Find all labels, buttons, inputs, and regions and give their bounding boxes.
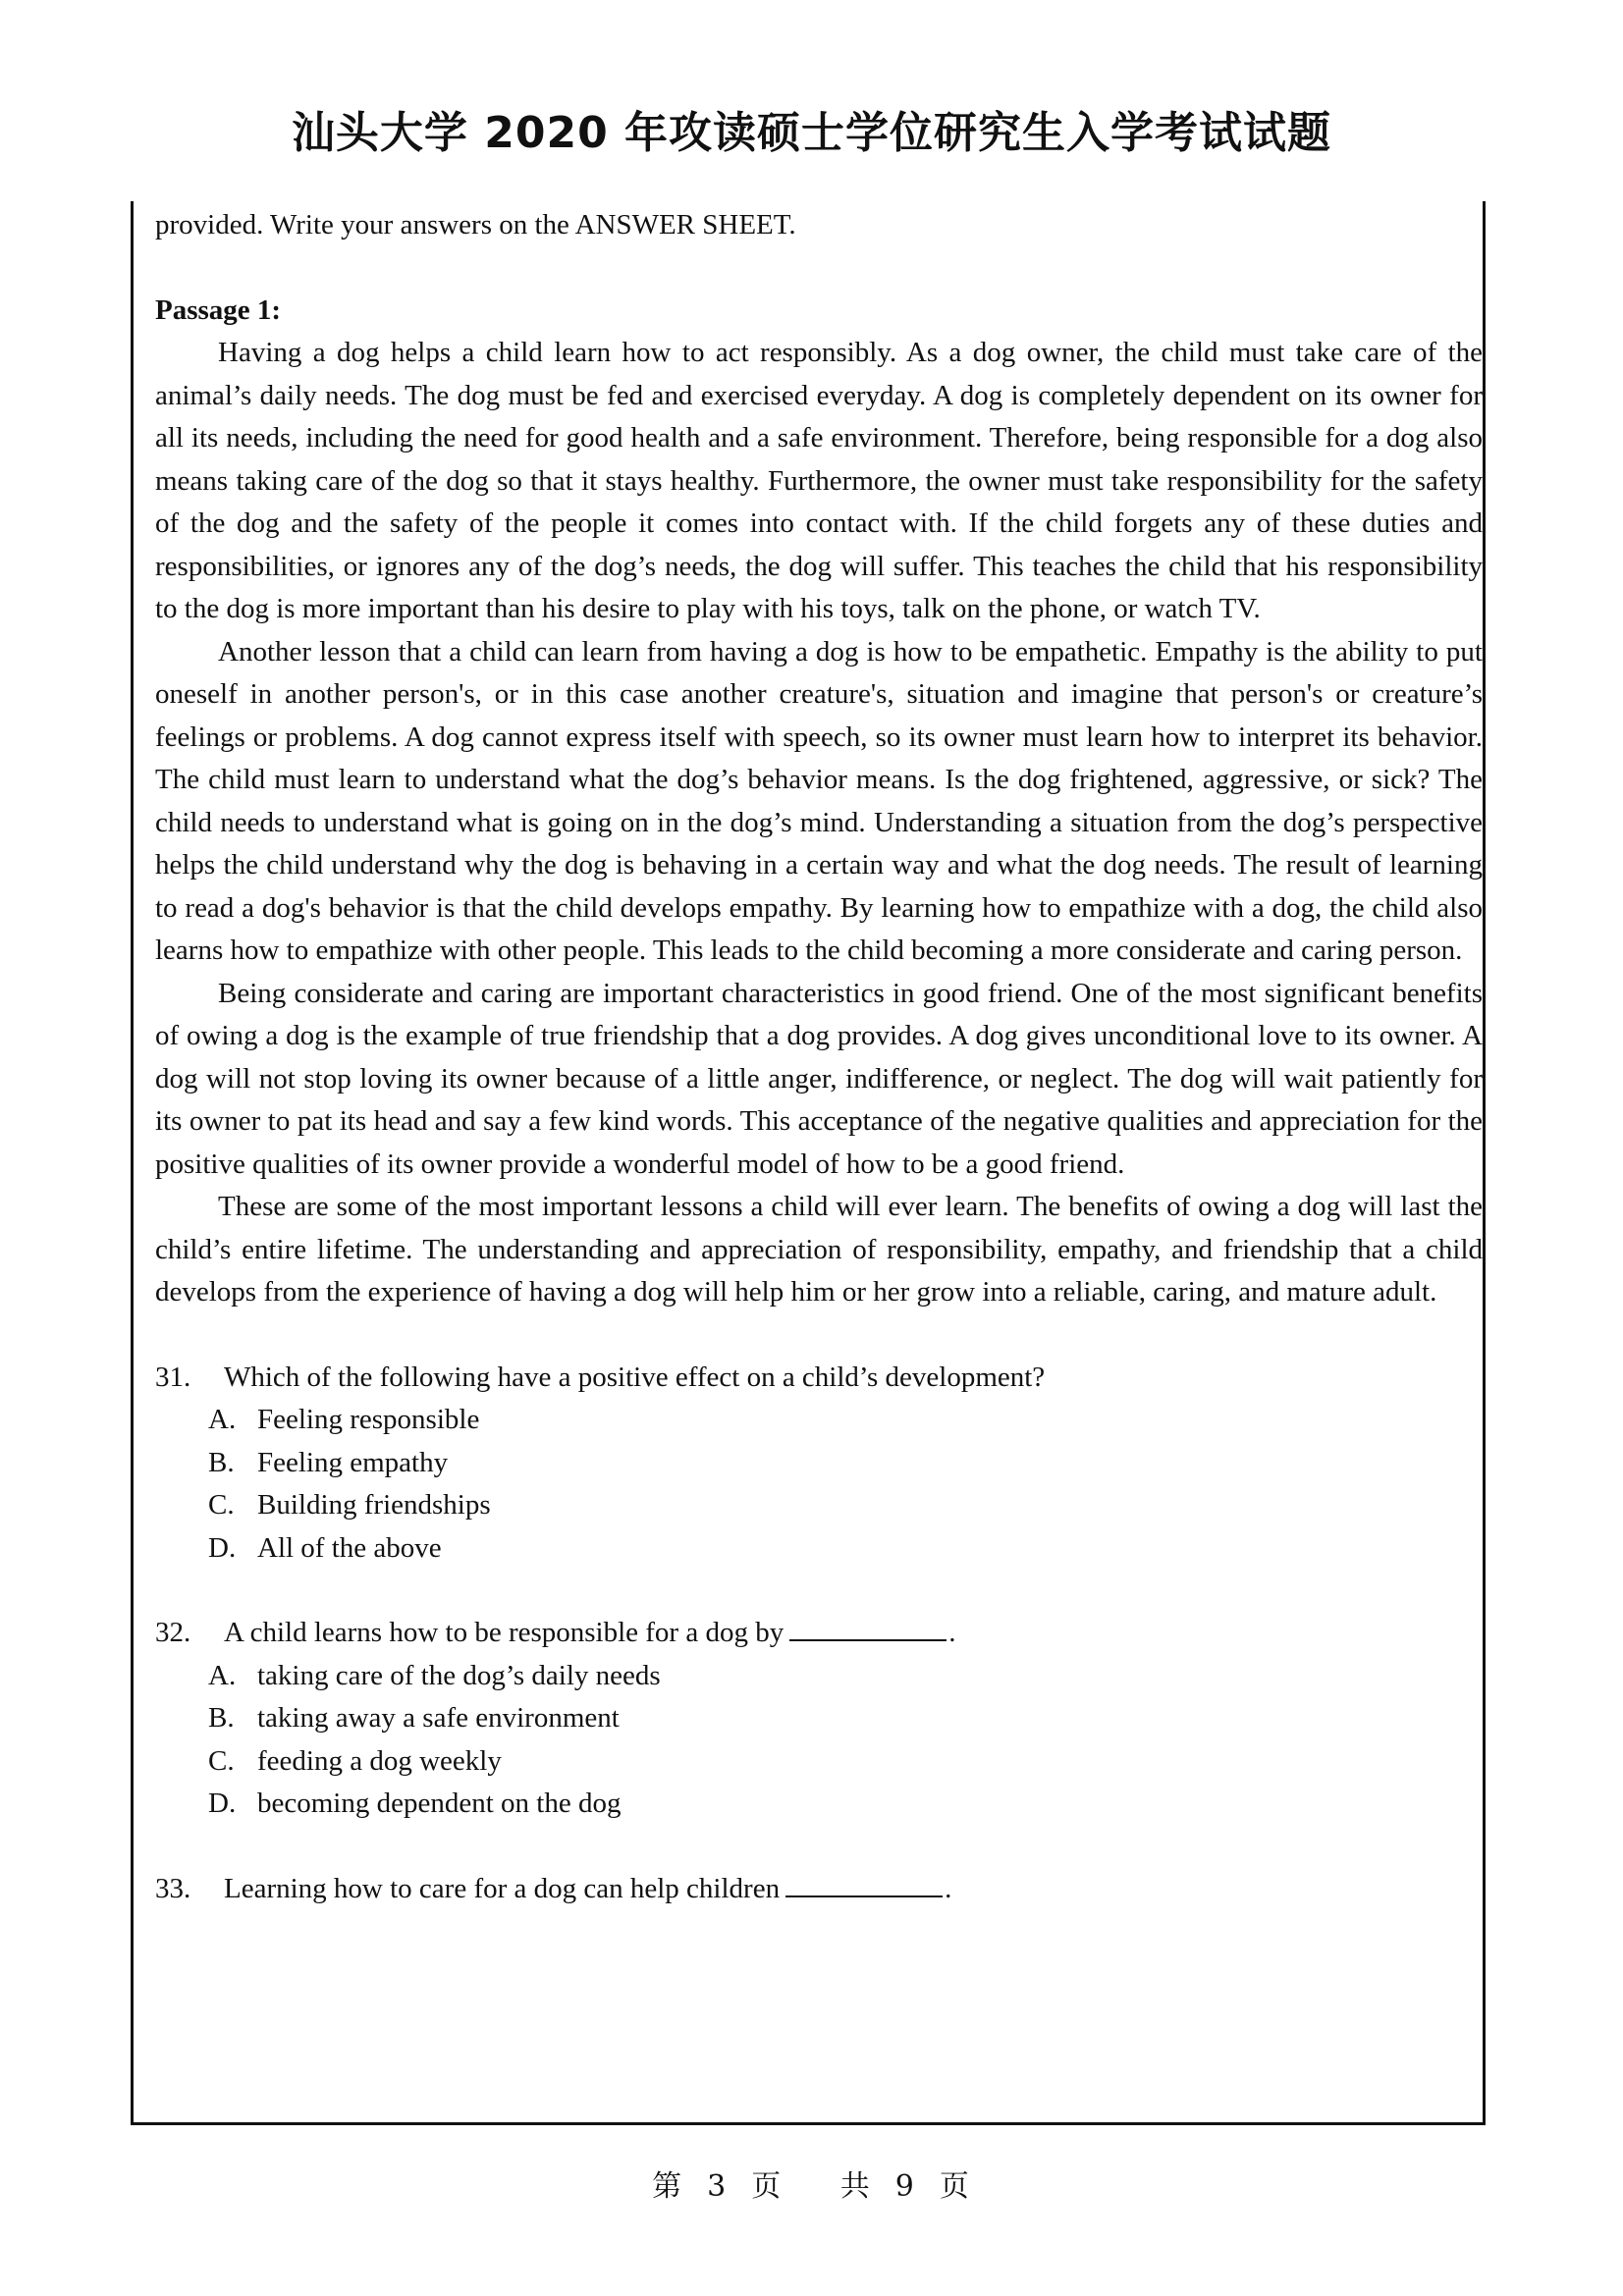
option-text: Feeling empathy: [257, 1446, 449, 1478]
question-text: Learning how to care for a dog can help children: [224, 1872, 781, 1904]
option-letter: C.: [208, 1744, 235, 1777]
question-stem: [155, 1612, 1483, 1655]
option-text: All of the above: [257, 1531, 442, 1564]
option-letter: C.: [208, 1489, 235, 1521]
footer-total-pages: 9: [894, 2169, 916, 2204]
footer-label-total-unit: 页: [939, 2169, 971, 2204]
option-a: [208, 1399, 1483, 1442]
option-b: [208, 1442, 1483, 1485]
question-text: A child learns how to be responsible for a dog by: [224, 1617, 784, 1648]
question-number: 32.: [155, 1617, 191, 1648]
passage-paragraph-2: Another lesson that a child can learn from having a dog is how to be empathetic. Empathy is the ability to put oneself in another person's, or in this case another creature's, situation and imagine that person's or creature’s feelings or problems. A dog cannot express itself with speech, so its owner must learn how to interpret its behavior. The child must learn to understand what the dog’s behavior means. Is the dog frightened, aggressive, or sick? The child needs to understand what is going on in the dog’s mind. Understanding a situation from the dog’s perspective helps the child understand why the dog is behaving in a certain way and what the dog needs. The result of learning to read a dog's behavior is that the child develops empathy. By learning how to empathize with a dog, the child also learns how to empathize with other people. This leads to the child becoming a more considerate and caring person.: [155, 635, 1483, 966]
option-d: [208, 1783, 1483, 1826]
footer-current-page: 3: [707, 2169, 729, 2204]
option-d: [208, 1527, 1483, 1571]
footer-label-page: 第: [652, 2169, 684, 2204]
intro-instruction: provided. Write your answers on the ANSWER SHEET.: [155, 209, 796, 240]
option-text: taking away a safe environment: [257, 1702, 620, 1734]
option-list: [155, 1399, 1483, 1570]
question-stem: [155, 1868, 1483, 1911]
option-letter: D.: [208, 1531, 237, 1564]
option-letter: B.: [208, 1446, 235, 1478]
answer-blank: [789, 1614, 947, 1641]
question-text-end: .: [948, 1617, 956, 1648]
question-number: 33.: [155, 1872, 191, 1904]
question-text: Which of the following have a positive effect on a child’s development?: [224, 1361, 1046, 1393]
question-stem: [155, 1357, 1483, 1400]
question-31: [155, 1357, 1483, 1571]
exam-content: [155, 204, 1483, 1910]
question-list: [155, 1357, 1483, 1911]
option-letter: D.: [208, 1788, 237, 1819]
option-text: feeding a dog weekly: [257, 1744, 502, 1777]
question-33: [155, 1868, 1483, 1911]
page-footer: [0, 2162, 1623, 2205]
option-letter: A.: [208, 1404, 237, 1435]
question-number: 31.: [155, 1361, 191, 1393]
option-c: [208, 1740, 1483, 1784]
question-32: [155, 1612, 1483, 1826]
option-b: [208, 1697, 1483, 1740]
page-title: 汕头大学 2020 年攻读硕士学位研究生入学考试试题: [291, 108, 1332, 158]
passage-paragraph-3: Being considerate and caring are important characteristics in good friend. One of the most significant benefits of owing a dog is the example of true friendship that a dog provides. A dog gives unconditional love to its owner. A dog will not stop loving its owner because of a little anger, indifference, or neglect. The dog will wait patiently for its owner to pat its head and say a few kind words. This acceptance of the negative qualities and appreciation for the positive qualities of its owner provide a wonderful model of how to be a good friend.: [155, 977, 1483, 1180]
answer-blank: [785, 1870, 943, 1897]
option-text: Feeling responsible: [257, 1404, 480, 1435]
option-text: taking care of the dog’s daily needs: [257, 1659, 661, 1691]
footer-label-total: 共: [839, 2169, 872, 2204]
option-c: [208, 1484, 1483, 1527]
option-letter: A.: [208, 1659, 237, 1691]
option-text: Building friendships: [257, 1489, 491, 1521]
passage-paragraph-4: These are some of the most important lessons a child will ever learn. The benefits of owing a dog will last the child’s entire lifetime. The understanding and appreciation of responsibility, empathy, and friendship that a child develops from the experience of having a dog will help him or her grow into a reliable, caring, and mature adult.: [155, 1191, 1483, 1308]
passage-paragraph-1: Having a dog helps a child learn how to act responsibly. As a dog owner, the child must take care of the animal’s daily needs. The dog must be fed and exercised everyday. A dog is completely dependent on its owner for all its needs, including the need for good health and a safe environment. Therefore, being responsible for a dog also means taking care of the dog so that it stays healthy. Furthermore, the owner must take responsibility for the safety of the dog and the safety of the people it comes into contact with. If the child forgets any of these duties and responsibilities, or ignores any of the dog’s needs, the dog will suffer. This teaches the child that his responsibility to the dog is more important than his desire to play with his toys, talk on the phone, or watch TV.: [155, 337, 1483, 624]
option-a: [208, 1655, 1483, 1698]
option-letter: B.: [208, 1702, 235, 1734]
option-list: [155, 1655, 1483, 1826]
passage-heading: Passage 1:: [155, 294, 282, 326]
option-text: becoming dependent on the dog: [257, 1788, 622, 1819]
question-text-end: .: [945, 1872, 952, 1904]
footer-label-page-unit: 页: [751, 2169, 784, 2204]
